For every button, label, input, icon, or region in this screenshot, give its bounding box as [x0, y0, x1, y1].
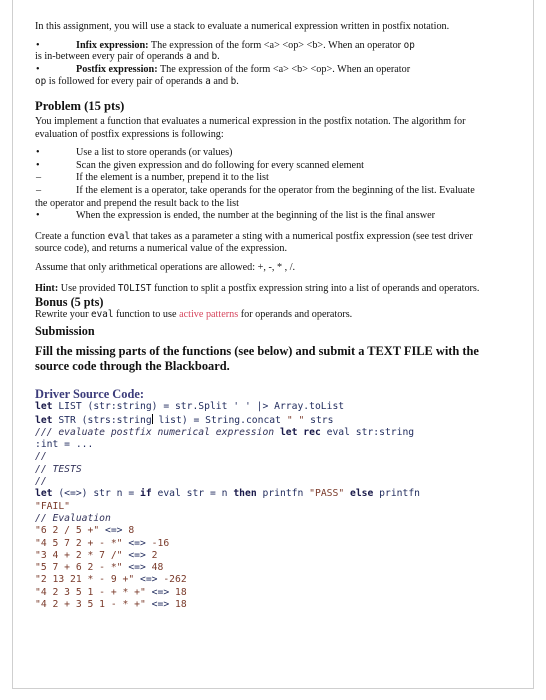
submission-heading: Submission	[35, 323, 95, 338]
test-operator: <=>	[145, 599, 175, 611]
code-line	[35, 415, 333, 426]
definition-and: and	[191, 51, 212, 63]
test-line	[35, 550, 158, 561]
definition-post2: is in-between every pair of operands	[35, 51, 187, 63]
hint-label: Hint:	[35, 282, 59, 294]
test-operator: <=>	[145, 586, 175, 598]
code-text: printfn	[256, 488, 310, 500]
hint-post: function to split a postfix expression string into a list of operands and operators.	[151, 282, 480, 294]
step-text: If the element is a number, prepend it to the list	[76, 172, 269, 184]
definition-infix-cont	[35, 51, 481, 64]
eval-function-name: eval	[107, 230, 131, 242]
keyword: rec	[297, 426, 321, 438]
test-line	[35, 599, 187, 610]
dash-icon: –	[36, 184, 42, 196]
keyword: let	[35, 488, 53, 500]
test-expected: 48	[151, 562, 164, 574]
string-literal: " "	[286, 414, 305, 426]
test-expression: "4 2 3 5 1 - + * +"	[35, 586, 146, 598]
code-text: LIST (str:string) = str.Split ' ' |> Array.toList	[52, 401, 345, 413]
definition-pre: The expression of the form	[157, 63, 273, 75]
code-text: (<=>) str n =	[52, 488, 140, 500]
definition-postfix-cont	[35, 76, 481, 89]
code-text: STR (strs:string	[52, 414, 152, 426]
code-line	[35, 488, 420, 499]
driver-source-code	[35, 401, 481, 611]
definition-post: . When an operator	[332, 63, 411, 75]
dash-icon: –	[36, 172, 42, 184]
definition-form: <a> <op> <b>	[263, 39, 324, 51]
code-line	[35, 427, 414, 438]
create-post: that takes as a parameter a sting with a numerical postfix expression (see test driver source code), and returns a numerical value of the expression.	[35, 230, 473, 255]
operand-b: b	[230, 76, 237, 88]
test-operator: <=>	[122, 537, 152, 549]
test-expression: "2 13 21 * - 9 +"	[35, 574, 135, 586]
bullet-icon: •	[36, 210, 40, 222]
intro-paragraph: In this assignment, you will use a stack to evaluate a numerical expression written in postfix notation.	[35, 21, 450, 32]
test-expected: -262	[163, 574, 187, 586]
test-expected: 2	[151, 549, 158, 561]
bullet-icon: •	[36, 63, 40, 75]
definition-post: . When an operator	[323, 39, 404, 51]
definition-and: and	[210, 76, 231, 88]
definition-pre: The expression of the form	[148, 39, 264, 51]
definition-end: .	[217, 51, 220, 63]
document-content	[35, 21, 481, 611]
test-expected: 8	[128, 525, 135, 537]
tolist-function-name: TOLIST	[117, 282, 152, 294]
keyword: let	[35, 401, 53, 413]
test-expression: "3 4 + 2 * 7 /"	[35, 549, 123, 561]
comment: // Evaluation	[35, 512, 111, 524]
algorithm-step	[35, 147, 481, 160]
bonus-heading: Bonus (5 pts)	[35, 295, 104, 310]
algorithm-step	[35, 172, 481, 185]
problem-heading: Problem (15 pts)	[35, 98, 125, 113]
bullet-icon: •	[36, 147, 40, 159]
step-text: Use a list to store operands (or values)	[76, 147, 233, 159]
test-expected: 18	[175, 599, 187, 611]
keyword: if	[140, 488, 152, 500]
test-expression: "5 7 + 6 2 - *"	[35, 562, 123, 574]
definition-label: Infix expression:	[76, 39, 149, 51]
algorithm-step	[35, 160, 481, 173]
test-line	[35, 574, 187, 585]
bonus-post: for operands and operators.	[238, 309, 353, 321]
definition-text	[76, 64, 410, 77]
hint-paragraph	[35, 283, 481, 296]
definition-op: op	[35, 76, 47, 88]
hint-pre: Use provided	[58, 282, 118, 294]
document-page	[12, 0, 534, 689]
operand-a: a	[205, 76, 211, 88]
comment: //	[35, 451, 47, 463]
test-line	[35, 587, 187, 598]
definition-post2: is followed for every pair of operands	[46, 76, 206, 88]
bonus-mid: function to use	[113, 309, 180, 321]
bonus-paragraph	[35, 309, 481, 322]
test-operator: <=>	[122, 562, 152, 574]
definition-label: Postfix expression:	[76, 63, 158, 75]
code-line	[35, 401, 344, 412]
comment: //	[35, 476, 47, 488]
test-operator: <=>	[122, 549, 152, 561]
driver-heading: Driver Source Code:	[35, 386, 144, 401]
keyword: then	[233, 488, 257, 500]
keyword: let	[279, 426, 298, 438]
code-line: :int = ...	[35, 439, 94, 451]
test-expected: 18	[175, 586, 187, 598]
string-literal: "FAIL"	[35, 500, 70, 512]
assumption-paragraph: Assume that only arithmetical operations are allowed: +, -, * , /.	[35, 261, 296, 273]
test-line	[35, 525, 134, 536]
algorithm-step	[35, 185, 481, 210]
definition-end: .	[236, 76, 239, 88]
step-text: When the expression is ended, the number at the beginning of the list is the final answer	[76, 210, 436, 222]
test-operator: <=>	[134, 574, 164, 586]
definition-postfix	[35, 64, 481, 77]
operand-b: b	[211, 51, 218, 63]
active-patterns-link[interactable]: active patterns	[179, 309, 239, 321]
create-function-paragraph	[35, 231, 481, 256]
step-text: Scan the given expression and do following for every scanned element	[76, 159, 364, 171]
definition-op: op	[403, 39, 415, 51]
test-expression: "6 2 / 5 +"	[35, 525, 100, 537]
comment: /// evaluate postfix numerical expression	[35, 426, 280, 438]
bullet-icon: •	[36, 39, 40, 51]
step-text: If the element is a operator, take operands for the operator from the beginning of the list. Evaluate the operator and prepend the result back to the list	[35, 184, 475, 209]
submission-instructions: Fill the missing parts of the functions (see below) and submit a TEXT FILE with the source code through the Blackboard.	[35, 343, 479, 373]
bonus-pre: Rewrite your	[35, 309, 92, 321]
create-pre: Create a function	[35, 230, 108, 242]
problem-text: You implement a function that evaluates a numerical expression in the postfix notation. The algorithm for evaluation of postfix expressions is following:	[35, 115, 466, 140]
keyword: else	[344, 488, 374, 500]
code-text: list) = String.concat	[152, 414, 287, 426]
comment: // TESTS	[35, 463, 82, 475]
algorithm-step	[35, 210, 481, 223]
code-text: eval str:string	[320, 426, 415, 438]
bullet-icon: •	[36, 159, 40, 171]
test-expected: -16	[151, 537, 170, 549]
keyword: let	[35, 414, 53, 426]
test-operator: <=>	[99, 525, 129, 537]
operand-a: a	[186, 51, 192, 63]
code-text: printfn	[373, 488, 421, 500]
code-text: strs	[304, 414, 334, 426]
code-text: eval str = n	[151, 488, 234, 500]
eval-function-name: eval	[91, 309, 114, 321]
test-expression: "4 2 + 3 5 1 - * +"	[35, 599, 146, 611]
definition-form: <a> <b> <op>	[272, 63, 333, 75]
test-expression: "4 5 7 2 + - *"	[35, 537, 123, 549]
test-line	[35, 562, 163, 573]
test-line	[35, 538, 169, 549]
string-literal: "PASS"	[309, 488, 345, 500]
